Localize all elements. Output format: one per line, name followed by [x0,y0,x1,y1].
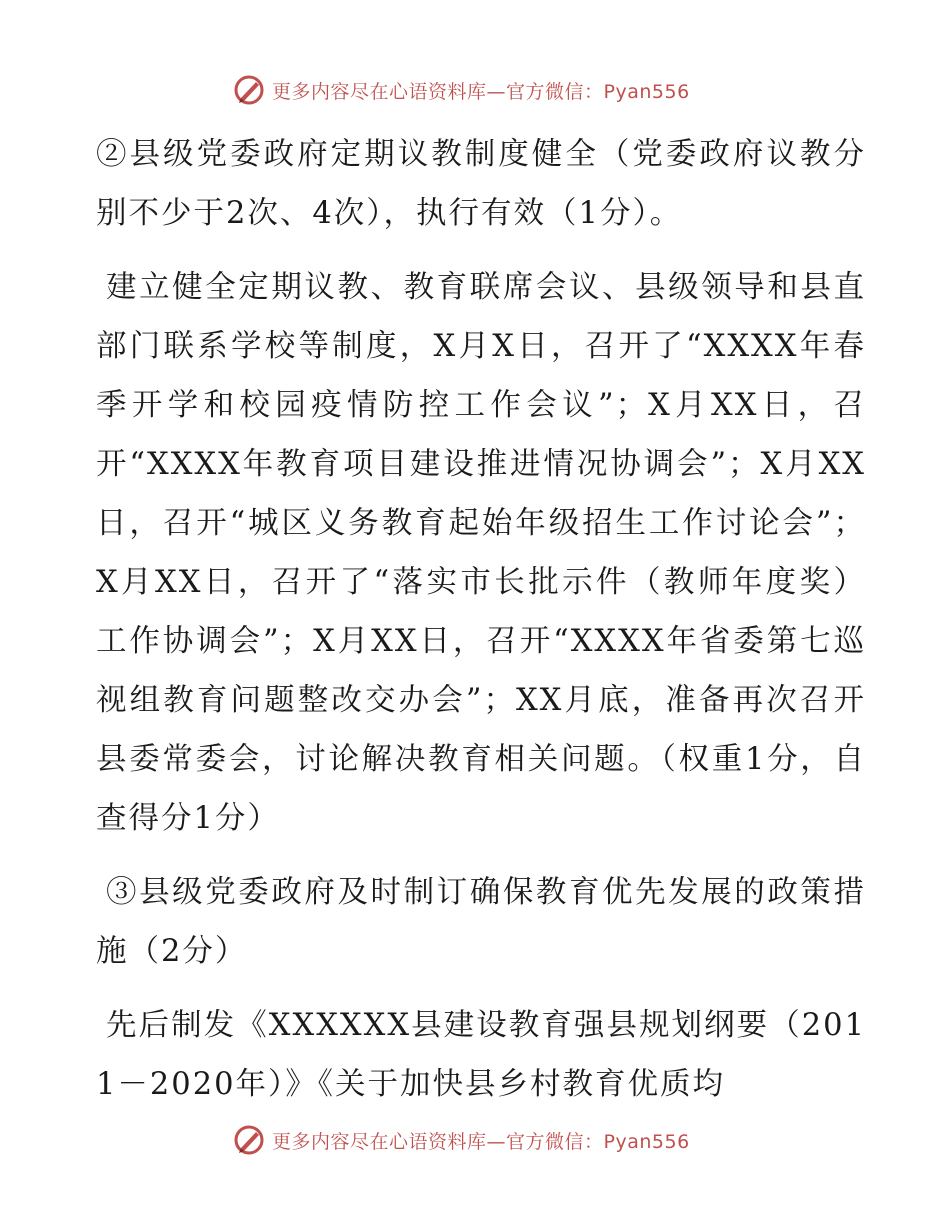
paragraph-item-3: ③县级党委政府及时制订确保教育优先发展的政策措施（2分） [96,875,866,969]
pen-logo-icon [232,1123,266,1157]
watermark-text: 更多内容尽在心语资料库—官方微信：Pyan556 [272,80,690,103]
pen-logo-icon [232,73,266,107]
document-body [96,125,866,1129]
paragraph-policy-docs: 先后制发《XXXXXX县建设教育强县规划纲要（2011－2020年）》《关于加快县乡村教育优质均 [96,1008,866,1102]
watermark-text: 更多内容尽在心语资料库—官方微信：Pyan556 [272,1130,690,1153]
footer-watermark [232,1120,712,1160]
paragraph-meeting-list: 建立健全定期议教、教育联席会议、县级领导和县直部门联系学校等制度，X月X日，召开了“XXXX年春季开学和校园疫情防控工作会议”；X月XX日，召开“XXXX年教育项目建设推进情况协调会”；X月XX日，召开“城区义务教育起始年级招生工作讨论会”；X月XX日，召开了“落实市长批示件（教师年度奖）工作协调会”；X月XX日，召开“XXXX年省委第七巡视组教育问题整改交办会”；XX月底，准备再次召开县委常委会，讨论解决教育相关问题。（权重1分，自查得分1分） [96,270,866,836]
header-watermark [232,70,712,110]
paragraph-item-2: ②县级党委政府定期议教制度健全（党委政府议教分别不少于2次、4次），执行有效（1分）。 [96,137,866,231]
